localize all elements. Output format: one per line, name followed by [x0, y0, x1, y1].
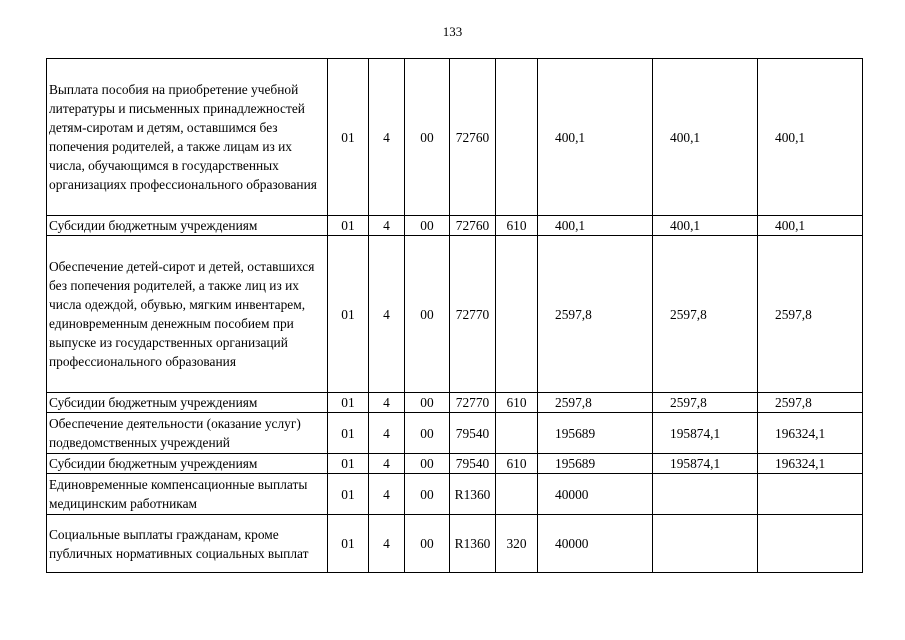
ministry-code: 01	[328, 413, 369, 454]
direction-code: 72770	[450, 236, 496, 393]
program-code: 4	[369, 454, 405, 474]
expense-type-code: 610	[496, 393, 538, 413]
program-code: 4	[369, 413, 405, 454]
program-code: 4	[369, 216, 405, 236]
subprogram-code: 00	[405, 515, 450, 573]
amount-2: 195874,1	[653, 454, 758, 474]
amount-2: 2597,8	[653, 236, 758, 393]
direction-code: R1360	[450, 515, 496, 573]
ministry-code: 01	[328, 236, 369, 393]
table-row	[47, 236, 863, 393]
amount-3	[758, 474, 863, 515]
amount-1: 2597,8	[538, 393, 653, 413]
program-code: 4	[369, 515, 405, 573]
amount-1: 40000	[538, 474, 653, 515]
amount-3	[758, 515, 863, 573]
amount-2	[653, 515, 758, 573]
page-number: 133	[442, 24, 463, 39]
expense-type-code	[496, 474, 538, 515]
direction-code: 79540	[450, 454, 496, 474]
table-row	[47, 216, 863, 236]
subprogram-code: 00	[405, 216, 450, 236]
subprogram-code: 00	[405, 236, 450, 393]
program-code: 4	[369, 236, 405, 393]
amount-2: 195874,1	[653, 413, 758, 454]
amount-1: 2597,8	[538, 236, 653, 393]
expense-type-code	[496, 236, 538, 393]
direction-code: 72770	[450, 393, 496, 413]
expense-type-code: 610	[496, 216, 538, 236]
row-name: Выплата пособия на приобретение учебной литературы и письменных принадлежностей детям-сиротам и детям, оставшимся без попечения родителей, а также лицам из их числа, обучающимся в государственных организациях профессионального образования	[47, 59, 328, 216]
expense-type-code: 320	[496, 515, 538, 573]
program-code: 4	[369, 393, 405, 413]
amount-3: 196324,1	[758, 413, 863, 454]
direction-code: 79540	[450, 413, 496, 454]
ministry-code: 01	[328, 454, 369, 474]
direction-code: 72760	[450, 216, 496, 236]
amount-2: 400,1	[653, 216, 758, 236]
table-row	[47, 454, 863, 474]
expense-type-code: 610	[496, 454, 538, 474]
row-name: Субсидии бюджетным учреждениям	[47, 216, 328, 236]
ministry-code: 01	[328, 393, 369, 413]
direction-code: 72760	[450, 59, 496, 216]
program-code: 4	[369, 59, 405, 216]
ministry-code: 01	[328, 216, 369, 236]
row-name: Обеспечение деятельности (оказание услуг) подведомственных учреждений	[47, 413, 328, 454]
row-name: Социальные выплаты гражданам, кроме публичных нормативных социальных выплат	[47, 515, 328, 573]
amount-3: 196324,1	[758, 454, 863, 474]
subprogram-code: 00	[405, 474, 450, 515]
table-row	[47, 515, 863, 573]
row-name: Субсидии бюджетным учреждениям	[47, 393, 328, 413]
amount-3: 2597,8	[758, 236, 863, 393]
program-code: 4	[369, 474, 405, 515]
subprogram-code: 00	[405, 393, 450, 413]
amount-1: 195689	[538, 454, 653, 474]
amount-2: 2597,8	[653, 393, 758, 413]
subprogram-code: 00	[405, 454, 450, 474]
amount-1: 400,1	[538, 59, 653, 216]
amount-3: 400,1	[758, 59, 863, 216]
row-name: Субсидии бюджетным учреждениям	[47, 454, 328, 474]
ministry-code: 01	[328, 515, 369, 573]
table-row	[47, 413, 863, 454]
ministry-code: 01	[328, 474, 369, 515]
amount-3: 400,1	[758, 216, 863, 236]
amount-2	[653, 474, 758, 515]
amount-2: 400,1	[653, 59, 758, 216]
amount-3: 2597,8	[758, 393, 863, 413]
table-row	[47, 393, 863, 413]
amount-1: 195689	[538, 413, 653, 454]
expense-type-code	[496, 59, 538, 216]
row-name: Обеспечение детей-сирот и детей, оставшихся без попечения родителей, а также лиц из их числа одеждой, обувью, мягким инвентарем, единовременным денежным пособием при выпуске из государственных организаций профессионального образования	[47, 236, 328, 393]
ministry-code: 01	[328, 59, 369, 216]
budget-table	[46, 58, 863, 573]
subprogram-code: 00	[405, 413, 450, 454]
expense-type-code	[496, 413, 538, 454]
table-row	[47, 474, 863, 515]
table-row	[47, 59, 863, 216]
amount-1: 40000	[538, 515, 653, 573]
direction-code: R1360	[450, 474, 496, 515]
amount-1: 400,1	[538, 216, 653, 236]
subprogram-code: 00	[405, 59, 450, 216]
row-name: Единовременные компенсационные выплаты медицинским работникам	[47, 474, 328, 515]
